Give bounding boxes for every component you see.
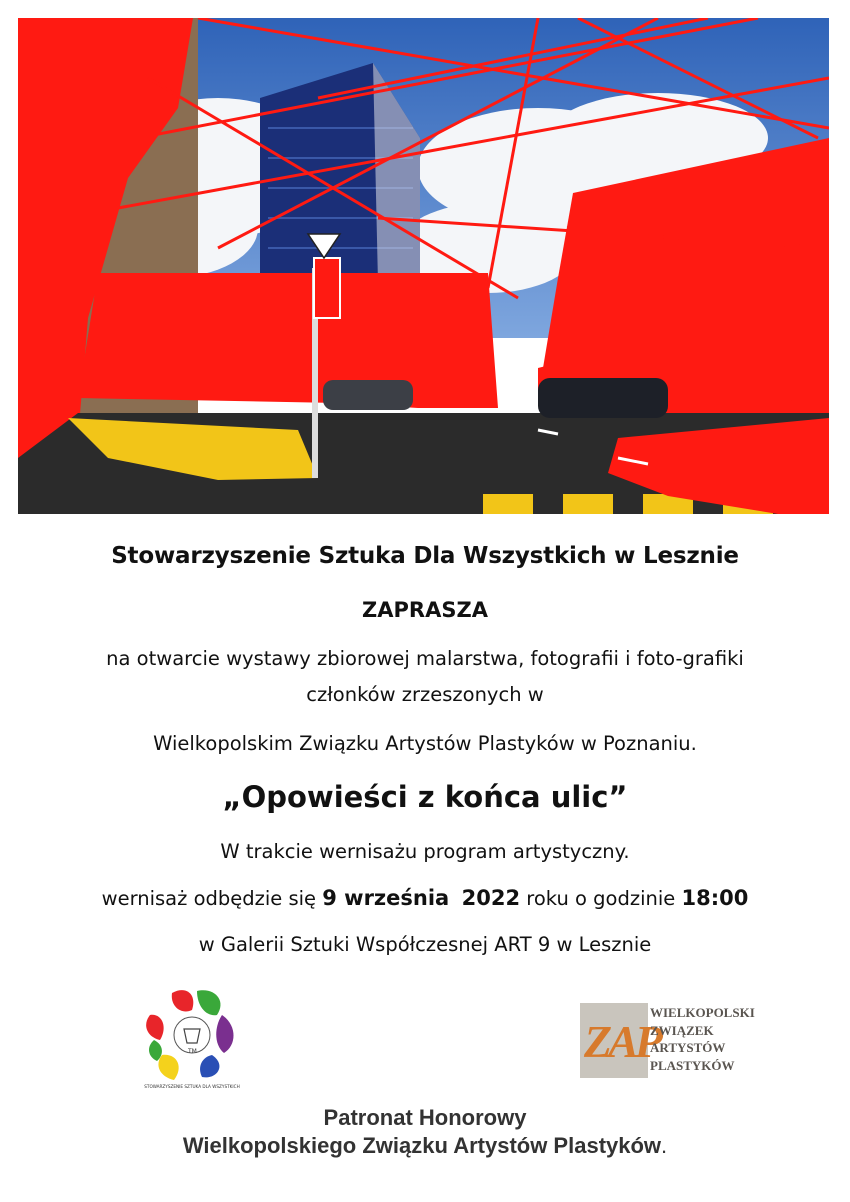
association-logo-caption: STOWARZYSZENIE SZTUKA DLA WSZYSTKICH xyxy=(144,1084,240,1089)
invitation-line-2: członków zrzeszonych w xyxy=(306,683,544,706)
association-logo xyxy=(142,985,242,1095)
patronage-period: . xyxy=(661,1133,668,1158)
zap-logo-text xyxy=(650,1004,755,1074)
date-time: 18:00 xyxy=(681,886,749,910)
patronage-heading: Patronat Honorowy xyxy=(323,1105,527,1130)
invitation-line-1: na otwarcie wystawy zbiorowej malarstwa, fotografii i foto-grafiki xyxy=(106,647,744,670)
zap-line-1: WIELKOPOLSKI xyxy=(650,1005,755,1020)
svg-text:TM: TM xyxy=(188,1048,197,1055)
date-middle: roku o godzinie xyxy=(520,887,682,910)
venue-line: w Galerii Sztuki Współczesnej ART 9 w Lesznie xyxy=(198,933,652,956)
date-prefix: wernisaż odbędzie się xyxy=(101,887,323,910)
program-note: W trakcie wernisażu program artystyczny. xyxy=(220,840,630,863)
invitation-line-3: Wielkopolskim Związku Artystów Plastyków w Poznaniu. xyxy=(153,732,697,755)
patronage-organization-name: Wielkopolskiego Związku Artystów Plastyków xyxy=(182,1133,662,1158)
opening-date-line xyxy=(0,886,850,910)
zap-logo-mark-box xyxy=(580,1003,659,1078)
poster-photo xyxy=(18,18,829,514)
date-day: 9 września xyxy=(322,886,450,910)
zap-logo-mark: ZAP xyxy=(584,1016,659,1067)
zap-line-2: ZWIĄZEK xyxy=(650,1022,714,1038)
invites-heading: ZAPRASZA xyxy=(362,598,488,622)
exhibition-title: „Opowieści z końca ulic” xyxy=(222,780,628,814)
zap-line-3: ARTYSTÓW xyxy=(650,1040,726,1055)
date-year: 2022 xyxy=(461,886,521,910)
organizer-heading: Stowarzyszenie Sztuka Dla Wszystkich w Lesznie xyxy=(111,543,739,569)
zap-logo xyxy=(580,1003,755,1078)
zap-line-4: PLASTYKÓW xyxy=(650,1057,735,1073)
patronage-organization xyxy=(0,1133,850,1159)
